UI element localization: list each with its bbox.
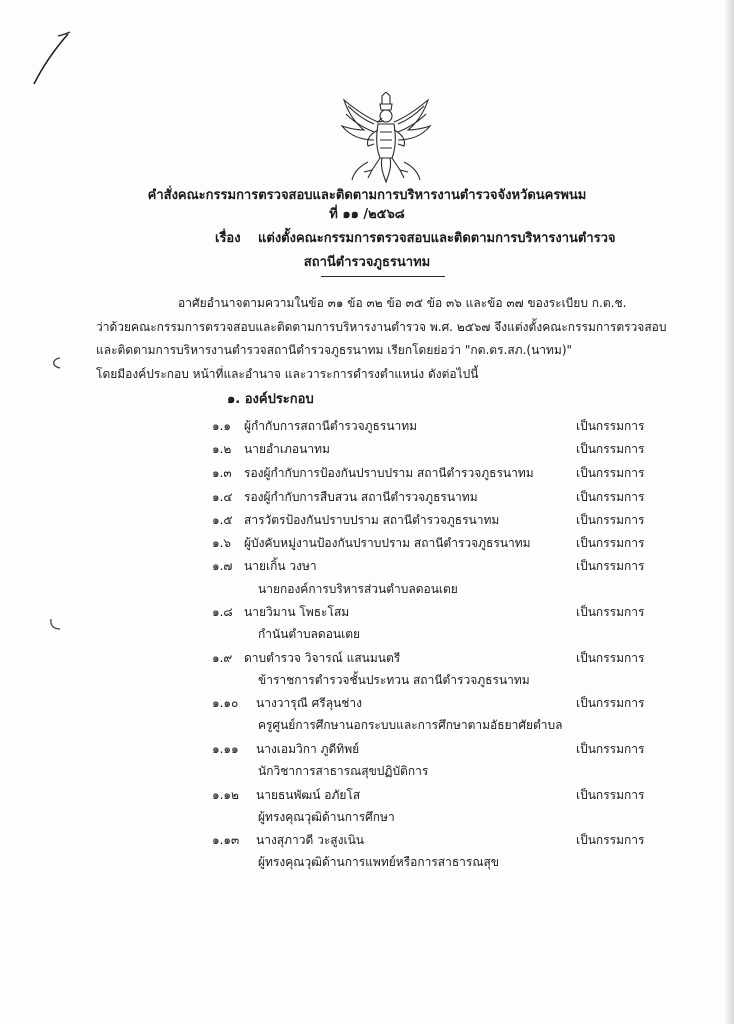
subject-line-2: สถานีตำรวจภูธรนาทม <box>303 255 431 270</box>
binder-hole-icon <box>48 356 62 370</box>
member-role: เป็นกรรมการ <box>576 490 645 504</box>
member-name: นางวารุณี ศรีลุนช่าง <box>256 696 363 710</box>
member-number: ๑.๑๐ <box>212 696 239 710</box>
member-number: ๑.๑๑ <box>212 742 239 756</box>
preamble-line: โดยมีองค์ประกอบ หน้าที่และอำนาจ และวาระการดำรงตำแหน่ง ดังต่อไปนี้ <box>96 367 479 381</box>
member-role: เป็นกรรมการ <box>576 513 645 527</box>
page-edge-shadow <box>724 0 734 1024</box>
member-position: ข้าราชการตำรวจชั้นประทวน สถานีตำรวจภูธรนาทม <box>258 673 530 687</box>
member-name: นางเอมวิกา ภูดีทิพย์ <box>256 742 360 756</box>
member-position: นายกองค์การบริหารส่วนตำบลดอนเตย <box>258 582 458 596</box>
binder-hole-icon <box>48 617 62 631</box>
member-number: ๑.๔ <box>212 490 233 504</box>
member-position: กำนันตำบลดอนเตย <box>258 627 361 641</box>
member-number: ๑.๑๓ <box>212 833 240 847</box>
section-title: ๑. องค์ประกอบ <box>227 392 314 407</box>
subject-line-1: แต่งตั้งคณะกรรมการตรวจสอบและติดตามการบริหารงานตำรวจ <box>258 231 616 246</box>
member-role: เป็นกรรมการ <box>576 788 645 802</box>
member-number: ๑.๗ <box>212 559 233 573</box>
member-name: นายอำเภอนาทม <box>244 442 330 456</box>
member-position: ผู้ทรงคุณวุฒิด้านการแพทย์หรือการสาธารณสุข <box>258 855 499 869</box>
preamble-line: ว่าด้วยคณะกรรมการตรวจสอบและติดตามการบริหารงานตำรวจ พ.ศ. ๒๕๖๗ จึงแต่งตั้งคณะกรรมการตรวจสอบ <box>96 320 667 334</box>
member-role: เป็นกรรมการ <box>576 466 645 480</box>
member-name: นายเกิ้น วงษา <box>244 559 317 573</box>
member-role: เป็นกรรมการ <box>576 442 645 456</box>
divider-rule <box>321 276 445 277</box>
member-role: เป็นกรรมการ <box>576 605 645 619</box>
member-number: ๑.๕ <box>212 513 233 527</box>
member-number: ๑.๘ <box>212 605 233 619</box>
pen-mark-icon <box>28 28 88 88</box>
member-position: ผู้ทรงคุณวุฒิด้านการศึกษา <box>258 810 395 824</box>
member-name: รองผู้กำกับการป้องกันปราบปราม สถานีตำรวจภูธรนาทม <box>244 466 534 480</box>
member-role: เป็นกรรมการ <box>576 696 645 710</box>
preamble-line: และติดตามการบริหารงานตำรวจสถานีตำรวจภูธรนาทม เรียกโดยย่อว่า "กต.ตร.สภ.(นาทม)" <box>96 343 573 357</box>
member-role: เป็นกรรมการ <box>576 419 645 433</box>
member-role: เป็นกรรมการ <box>576 559 645 573</box>
member-name: รองผู้กำกับการสืบสวน สถานีตำรวจภูธรนาทม <box>244 490 478 504</box>
member-role: เป็นกรรมการ <box>576 742 645 756</box>
member-name: นายธนพัฒน์ อภัยโส <box>256 788 361 802</box>
preamble-line: อาศัยอำนาจตามความในข้อ ๓๑ ข้อ ๓๒ ข้อ ๓๕ ข้อ ๓๖ และข้อ ๓๗ ของระเบียบ ก.ต.ช. <box>178 296 627 310</box>
member-position: นักวิชาการสาธารณสุขปฏิบัติการ <box>258 764 429 778</box>
member-role: เป็นกรรมการ <box>576 651 645 665</box>
subject-label: เรื่อง <box>215 231 241 246</box>
order-number: ที่ ๑๑ /๒๕๖๘ <box>329 207 405 222</box>
member-number: ๑.๙ <box>212 651 233 665</box>
member-name: ดาบตำรวจ วิจารณ์ แสนมนตรี <box>244 651 401 665</box>
member-name: สารวัตรป้องกันปราบปราม สถานีตำรวจภูธรนาทม <box>244 513 500 527</box>
member-role: เป็นกรรมการ <box>576 536 645 550</box>
member-number: ๑.๑ <box>212 419 232 433</box>
member-number: ๑.๓ <box>212 466 232 480</box>
member-role: เป็นกรรมการ <box>576 833 645 847</box>
member-name: นายวิมาน โพธะโสม <box>244 605 350 619</box>
garuda-emblem-icon <box>338 92 434 184</box>
member-number: ๑.๑๒ <box>212 788 239 802</box>
member-number: ๑.๒ <box>212 442 232 456</box>
order-title: คำสั่งคณะกรรมการตรวจสอบและติดตามการบริหารงานตำรวจจังหวัดนครพนม <box>147 188 587 203</box>
member-position: ครูศูนย์การศึกษานอกระบบและการศึกษาตามอัธยาศัยตำบล <box>258 718 563 732</box>
member-number: ๑.๖ <box>212 536 232 550</box>
member-name: ผู้บังคับหมู่งานป้องกันปราบปราม สถานีตำรวจภูธรนาทม <box>244 536 531 550</box>
member-name: นางสุภาวดี วะสูงเนิน <box>256 833 364 847</box>
member-name: ผู้กำกับการสถานีตำรวจภูธรนาทม <box>244 419 418 433</box>
